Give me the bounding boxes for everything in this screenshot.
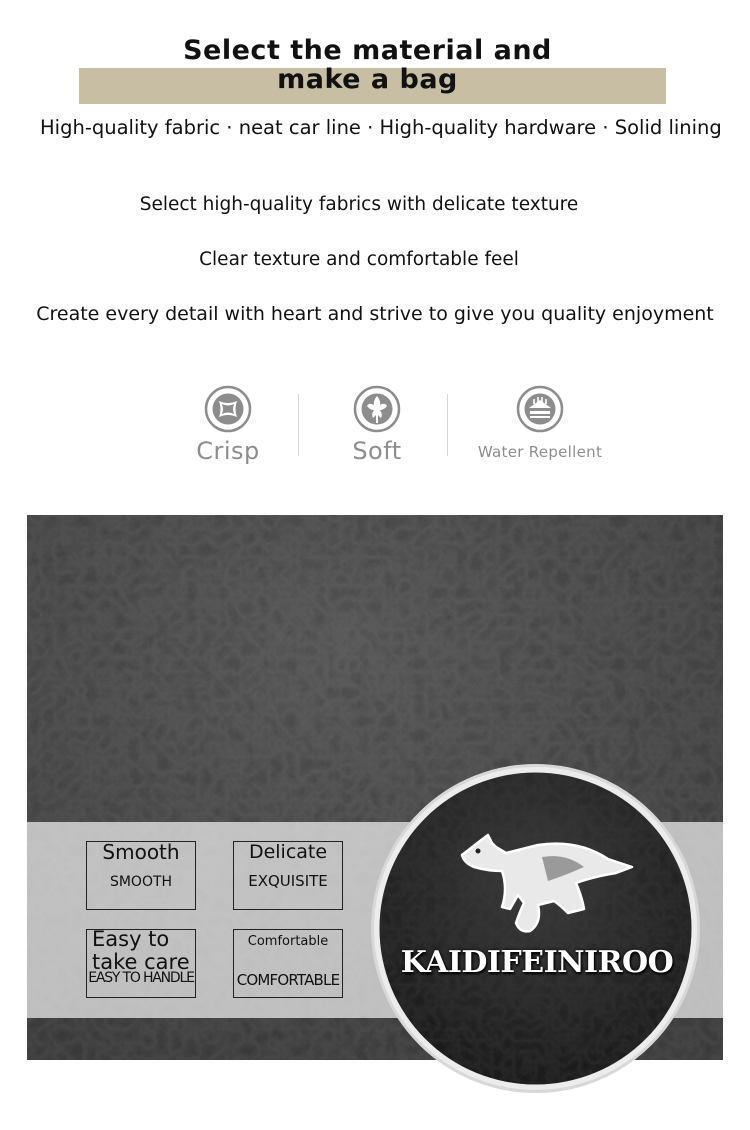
feature-tagline: High-quality fabric · neat car line · High-quality hardware · Solid lining (40, 116, 722, 139)
feature-divider (298, 394, 299, 456)
crisp-icon (204, 385, 252, 433)
quality-title: Comfortable (247, 934, 329, 949)
feature-divider (447, 394, 448, 456)
feature-soft-label: Soft (352, 437, 402, 465)
brand-name: KAIDIFEINIROO (400, 945, 674, 980)
page-title-line2: make a bag (277, 64, 458, 95)
quality-subtitle: COMFORTABLE (236, 971, 340, 989)
intro-line-1: Select high-quality fabrics with delicate texture (139, 194, 579, 215)
page-title (0, 36, 735, 94)
quality-box-comfortable (233, 929, 343, 998)
feature-crisp-label: Crisp (196, 437, 260, 465)
quality-subtitle: EXQUISITE (248, 872, 328, 890)
quality-subtitle: EASY TO HANDLE (88, 970, 194, 986)
quality-title: Smooth (102, 840, 180, 864)
quality-box-easy-care (86, 929, 196, 998)
feature-water-repellent (470, 385, 610, 461)
brand-badge (370, 763, 701, 1094)
feature-soft (327, 385, 427, 465)
quality-subtitle: SMOOTH (109, 874, 173, 890)
feature-water-repellent-label: Water Repellent (477, 443, 603, 461)
intro-line-2: Clear texture and comfortable feel (199, 249, 519, 270)
quality-title: Delicate (248, 841, 328, 863)
soft-icon (353, 385, 401, 433)
quality-box-smooth (86, 841, 196, 910)
intro-line-3: Create every detail with heart and strive to give you quality enjoyment (36, 303, 714, 325)
quality-title: Easy to take care (92, 927, 190, 974)
page-title-line1: Select the material and (183, 35, 552, 66)
water-repellent-icon (516, 385, 564, 433)
feature-crisp (178, 385, 278, 465)
quality-box-delicate (233, 841, 343, 910)
